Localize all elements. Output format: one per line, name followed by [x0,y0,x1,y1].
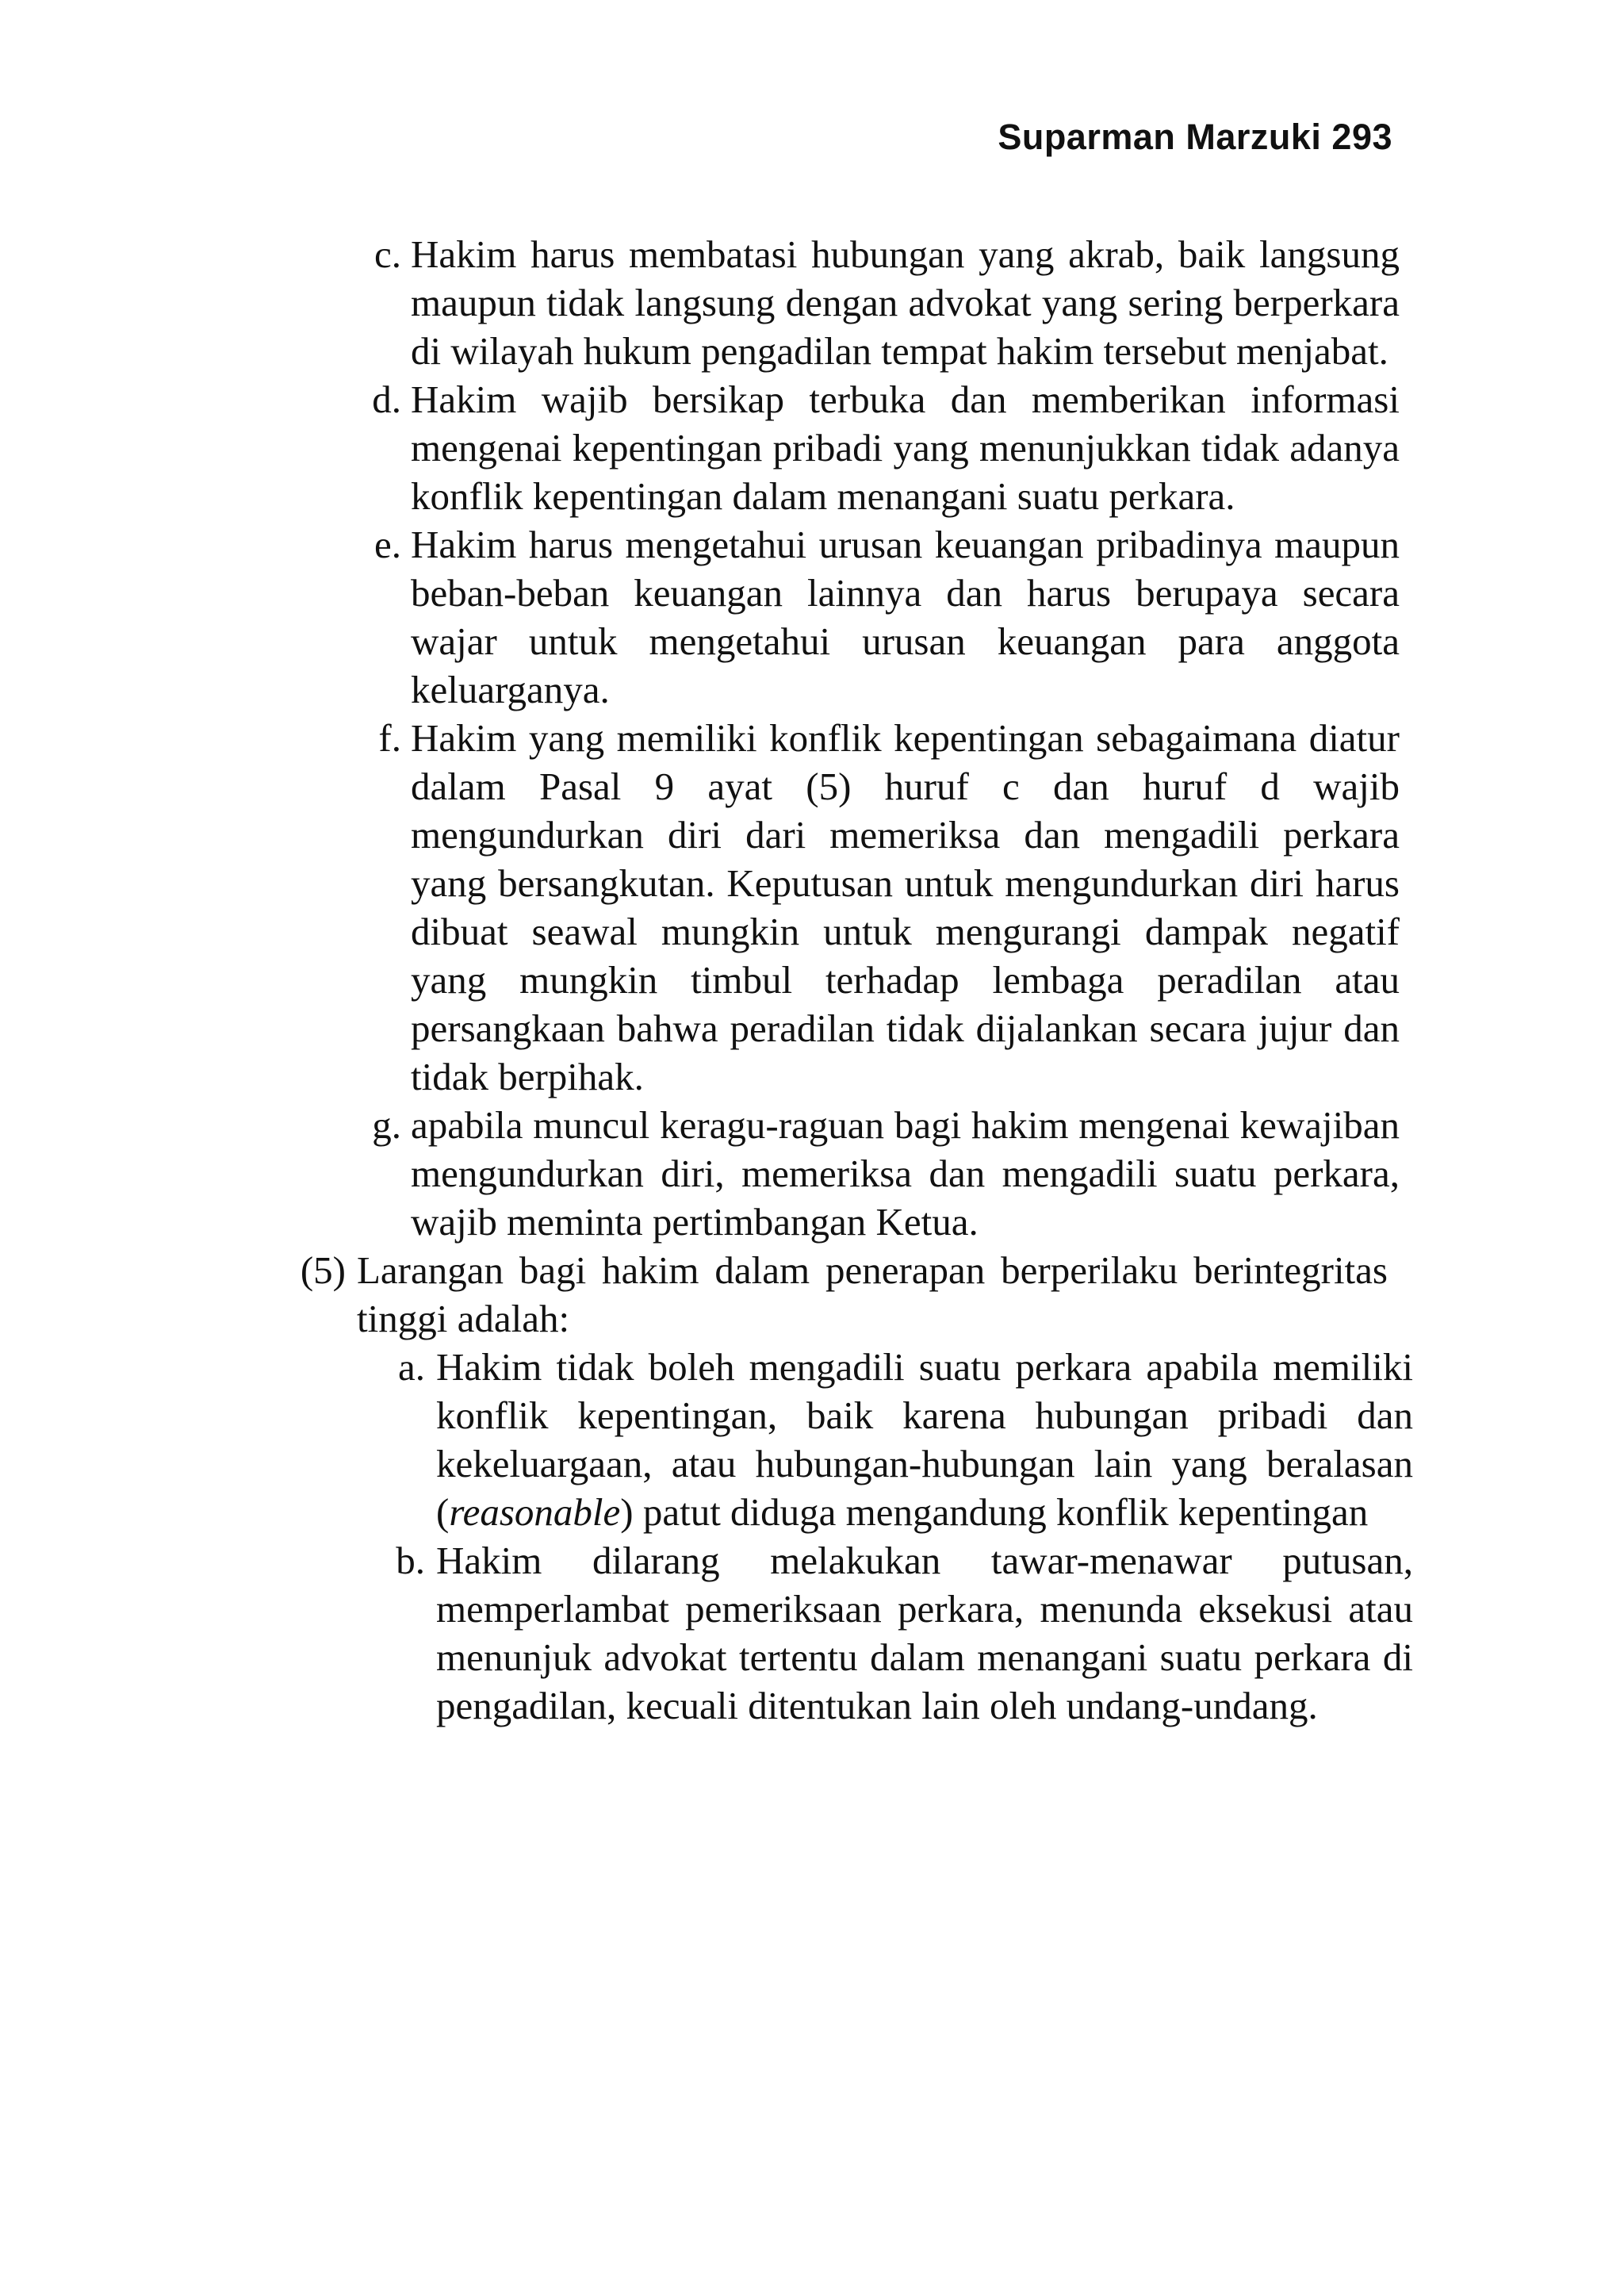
list-text: Hakim wajib bersikap terbuka dan memberikan informasi mengenai kepentingan pribadi yang menunjukkan tidak adanya konflik kepentingan dalam menangani suatu perkara. [411,378,1400,518]
list-text [436,1343,1413,1536]
list-item [303,1536,1413,1730]
section-5 [278,1246,1413,1730]
list-marker: c. [374,232,401,276]
text-segment: Hakim tidak boleh mengadili suatu perkara apabila memiliki konflik kepentingan, baik karena hubungan pribadi dan kekeluargaan, atau hubungan-hubungan lain yang beralasan ( [436,1345,1413,1534]
list-marker: a. [398,1345,425,1389]
text-segment: ) patut diduga mengandung konflik kepentingan [620,1490,1369,1534]
page-body [278,230,1413,1730]
list-text: Hakim dilarang melakukan tawar-menawar putusan, memperlambat pemeriksaan perkara, menunda eksekusi atau menunjuk advokat tertentu dalam menangani suatu perkara di pengadilan, kecuali ditentukan lain oleh undang-undang. [436,1539,1413,1727]
list-item [278,1101,1400,1246]
list-marker: g. [372,1103,401,1147]
section-marker: (5) [300,1248,346,1292]
list-marker: f. [378,716,401,760]
italic-term: reasonable [449,1490,621,1534]
list-marker: d. [372,378,401,421]
list-text: Hakim harus membatasi hubungan yang akrab, baik langsung maupun tidak langsung dengan advokat yang sering berperkara di wilayah hukum pengadilan tempat hakim tersebut menjabat. [411,232,1400,373]
list-item [278,714,1400,1101]
running-head: Suparman Marzuki 293 [998,117,1392,157]
section-intro: Larangan bagi hakim dalam penerapan berperilaku berintegritas tinggi adalah: [357,1248,1388,1340]
section-body [357,1246,1413,1730]
list-item [278,230,1400,375]
list-text: apabila muncul keragu-raguan bagi hakim mengenai kewajiban mengundurkan diri, memeriksa dan mengadili suatu perkara, wajib meminta pertimbangan Ketua. [411,1103,1400,1244]
list-item [278,375,1400,520]
list-item [303,1343,1413,1536]
list-text: Hakim yang memiliki konflik kepentingan sebagaimana diatur dalam Pasal 9 ayat (5) huruf c dan huruf d wajib mengundurkan diri dari memeriksa dan mengadili perkara yang bersangkutan. Keputusan untuk mengundurkan diri harus dibuat seawal mungkin untuk mengurangi dampak negatif yang mungkin timbul terhadap lembaga peradilan atau persangkaan bahwa peradilan tidak dijalankan secara jujur dan tidak berpihak. [411,716,1400,1098]
list-text: Hakim harus mengetahui urusan keuangan pribadinya maupun beban-beban keuangan lainnya dan harus berupaya secara wajar untuk mengetahui urusan keuangan para anggota keluarganya. [411,523,1400,711]
list-marker: b. [396,1539,425,1582]
list-marker: e. [374,523,401,566]
list-item [278,520,1400,714]
